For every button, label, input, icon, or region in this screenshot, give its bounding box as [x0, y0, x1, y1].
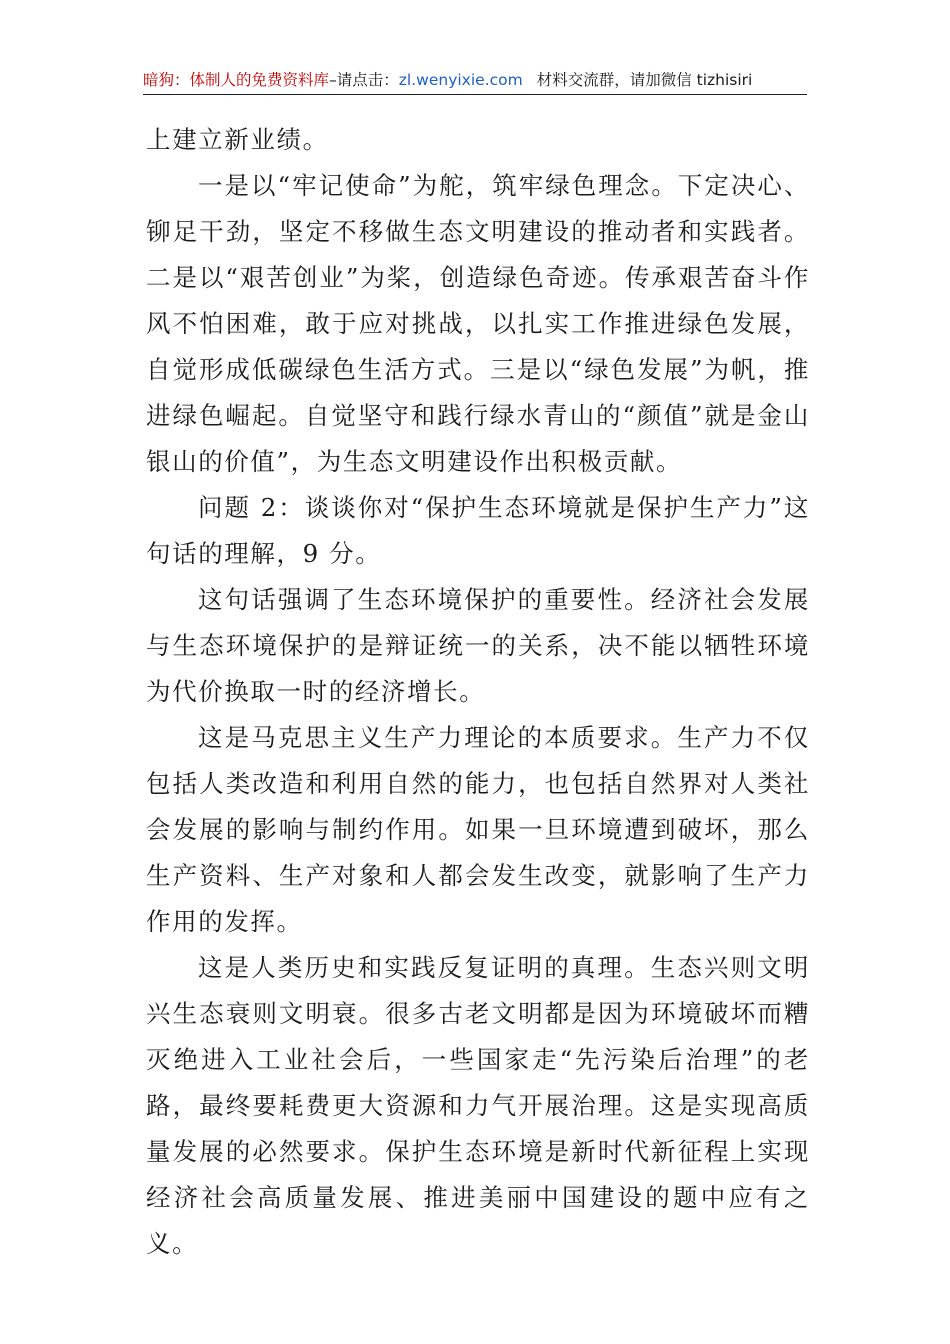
- question-2: 问题 2：谈谈你对“保护生态环境就是保护生产力”这句话的理解，9 分。: [146, 493, 810, 568]
- header-prompt: –请点击：: [329, 71, 399, 89]
- answer-paragraph-history: 这是人类历史和实践反复证明的真理。生态兴则文明兴生态衰则文明衰。很多古老文明都是因为环境破坏而糟灭绝进入工业社会后，一些国家走“先污染后治理”的老路，最终要耗费更大资源和力气开展治理。这是实现高质量发展的必然要求。保护生态环境是新时代新征程上实现经济社会高质量发展、推进美丽中国建设的题中应有之义。: [146, 953, 810, 1258]
- answer-paragraph-productivity-theory: 这是马克思主义生产力理论的本质要求。生产力不仅包括人类改造和利用自然的能力，也包括自然界对人类社会发展的影响与制约作用。如果一旦环境遭到破坏，那么生产资料、生产对象和人都会发生改变，就影响了生产力作用的发挥。: [146, 723, 810, 936]
- paragraph-three-points: 一是以“牢记使命”为舵，筑牢绿色理念。下定决心、铆足干劲，坚定不移做生态文明建设的推动者和实践者。二是以“艰苦创业”为桨，创造绿色奇迹。传承艰苦奋斗作风不怕困难，敢于应对挑战，以扎实工作推进绿色发展，自觉形成低碳绿色生活方式。三是以“绿色发展”为帆，推进绿色崛起。自觉坚守和践行绿水青山的“颜值”就是金山银山的价值”，为生态文明建设作出积极贡献。: [146, 171, 810, 476]
- page-header: [143, 66, 807, 95]
- header-brand: 暗狗：体制人的免费资料库: [143, 71, 330, 89]
- answer-paragraph-importance: 这句话强调了生态环境保护的重要性。经济社会发展与生态环境保护的是辩证统一的关系，决不能以牺牲环境为代价换取一时的经济增长。: [146, 585, 810, 706]
- paragraph-continuation: 上建立新业绩。: [146, 125, 329, 154]
- header-wechat-note: 材料交流群，请加微信 tizhisiri: [536, 71, 753, 89]
- document-body: [146, 117, 810, 1267]
- header-url-link[interactable]: zl.wenyixie.com: [398, 71, 523, 89]
